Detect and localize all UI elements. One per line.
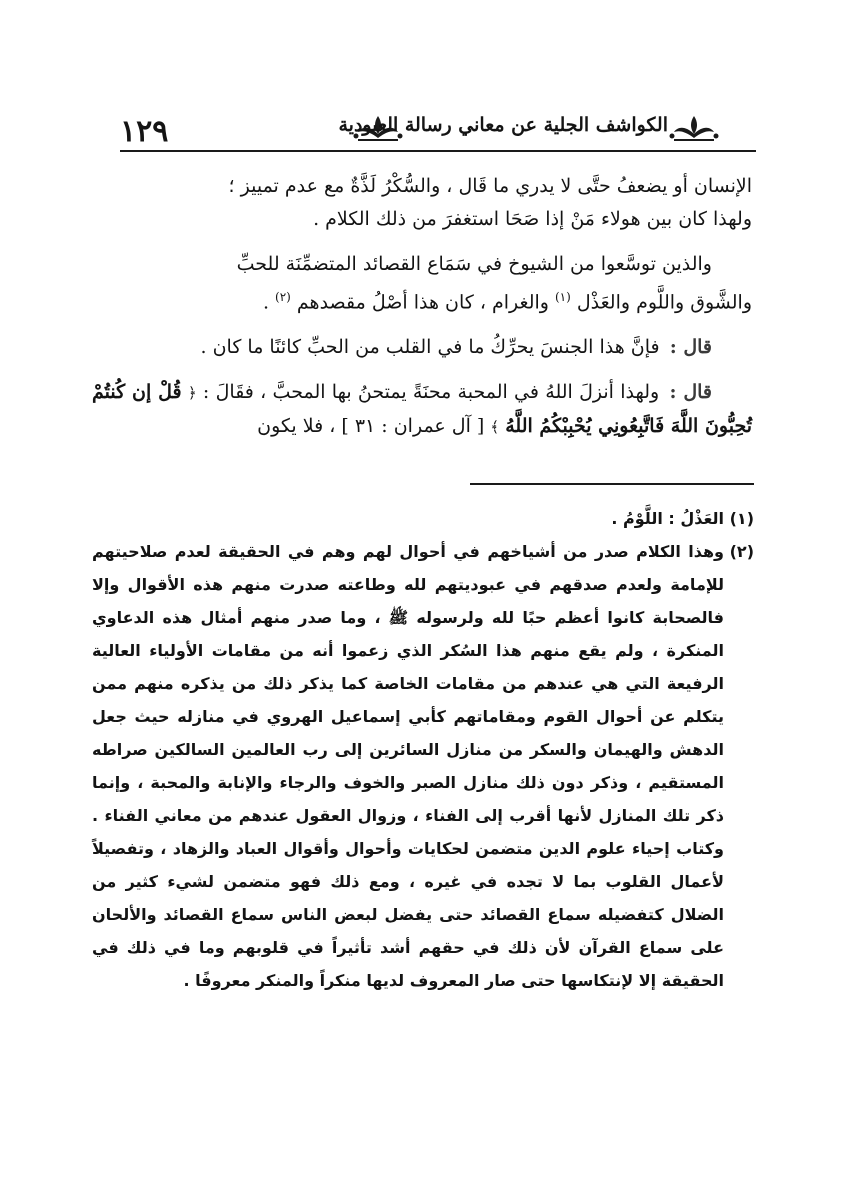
- text-line: الإنسان أو يضعفُ حتَّى لا يدري ما قَال ، والسُّكْرُ لَذَّةٌ مع عدم تمييز ؛: [228, 175, 752, 197]
- paragraph-2: [92, 248, 752, 319]
- footnote-text: العَذْلُ : اللَّوْمُ .: [611, 509, 724, 528]
- text-line: .: [262, 291, 269, 314]
- footnote-marker: (١): [729, 509, 754, 528]
- text-line: ولهذا كان بين هولاء مَنْ إذا صَحَا استغفرَ من ذلك الكلام .: [313, 208, 752, 230]
- main-text: [92, 170, 752, 444]
- paragraph-4: [92, 376, 752, 444]
- quran-brace-close: ﴾: [490, 418, 500, 437]
- quran-verse: قُلْ إن كُنتُمْ تُحِبُّونَ اللَّهَ فَاتَّبِعُونِي يُحْبِبْكُمُ اللَّهُ: [92, 381, 752, 438]
- footnote-ref-2[interactable]: (٢): [275, 290, 291, 304]
- footnote-marker: (٢): [729, 542, 754, 561]
- footnote-2: [92, 535, 754, 997]
- paragraph-1: [92, 170, 752, 236]
- footnote-ref-1[interactable]: (١): [554, 290, 571, 304]
- footnotes: [92, 502, 754, 997]
- qal-label: قال :: [669, 381, 712, 404]
- text-line: والذين توسَّعوا من الشيوخ في سَمَاع القصائد المتضمِّنَة للحبِّ: [236, 253, 712, 275]
- text-line: والغرام ، كان هذا أصْلُ مقصدهم: [296, 291, 549, 314]
- paragraph-text: ولهذا أنزلَ اللهُ في المحبة محنَةً يمتحنُ بها المحبَّ ، فقَالَ :: [202, 381, 660, 404]
- floral-ornament-icon: [668, 112, 720, 144]
- quran-brace-open: ﴿: [187, 384, 197, 403]
- header-divider: [120, 150, 756, 152]
- verse-citation: [ آل عمران : ٣١ ] ، فلا يكون: [257, 415, 485, 438]
- footnote-1: [92, 502, 754, 535]
- footnote-text: وهذا الكلام صدر من أشياخهم في أحوال لهم وهم في الحقيقة لعدم صلاحيتهم للإمامة ولعدم صدقهم في عبوديتهم لله وطاعته صدرت منهم هذه الأقوال وإلا فالصحابة كانوا أعظم حبًا لله ولرسوله ﷺ ، وما صدر منهم أمثال هذه الدعاوي المنكرة ، ولم يقع منهم هذا السُكر الذي زعموا أنه من مقامات الأولياء العالية الرفيعة التي هي عندهم من مقامات الخاصة كما يذكر ذلك من يذكره منهم ممن يتكلم عن أحوال القوم ومقاماتهم كأبي إسماعيل الهروي في منازله حيث جعل الدهش والهيمان والسكر من منازل السائرين إلى رب العالمين السالكين صراطه المستقيم ، وذكر دون ذلك منازل الصبر والخوف والرجاء والإنابة والمحبة ، وإنما ذكر تلك المنازل لأنها أقرب إلى الفناء ، وزوال العقول عندهم من معاني الفناء . وكتاب إحياء علوم الدين متضمن لحكايات وأحوال وأقوال العباد والزهاد ، وتفصيلاً لأعمال القلوب بما لا تجده في غيره ، ومع ذلك فهو متضمن لشيء كثير من الضلال كتفضيله سماع القصائد حتى يفضل لبعض الناس سماع القصائد والألحان على سماع القرآن لأن ذلك في حقهم أشد تأثيراً في قلوبهم وما في ذلك في الحقيقة إلا لإنتكاسها حتى صار المعروف لديها منكراً والمنكر معروفًا .: [92, 542, 724, 990]
- qal-label: قال :: [669, 336, 712, 359]
- text-line: والشَّوق واللَّوم والعَذْل: [576, 291, 752, 314]
- paragraph-3: [92, 331, 752, 364]
- running-title: الكواشف الجلية عن معاني رسالة العبودية: [338, 114, 668, 136]
- paragraph-text: فإنَّ هذا الجنسَ يحرِّكُ ما في القلب من الحبِّ كائنًا ما كان .: [200, 336, 660, 359]
- footnote-divider: [470, 483, 754, 485]
- page-number: ١٢٩: [120, 114, 169, 149]
